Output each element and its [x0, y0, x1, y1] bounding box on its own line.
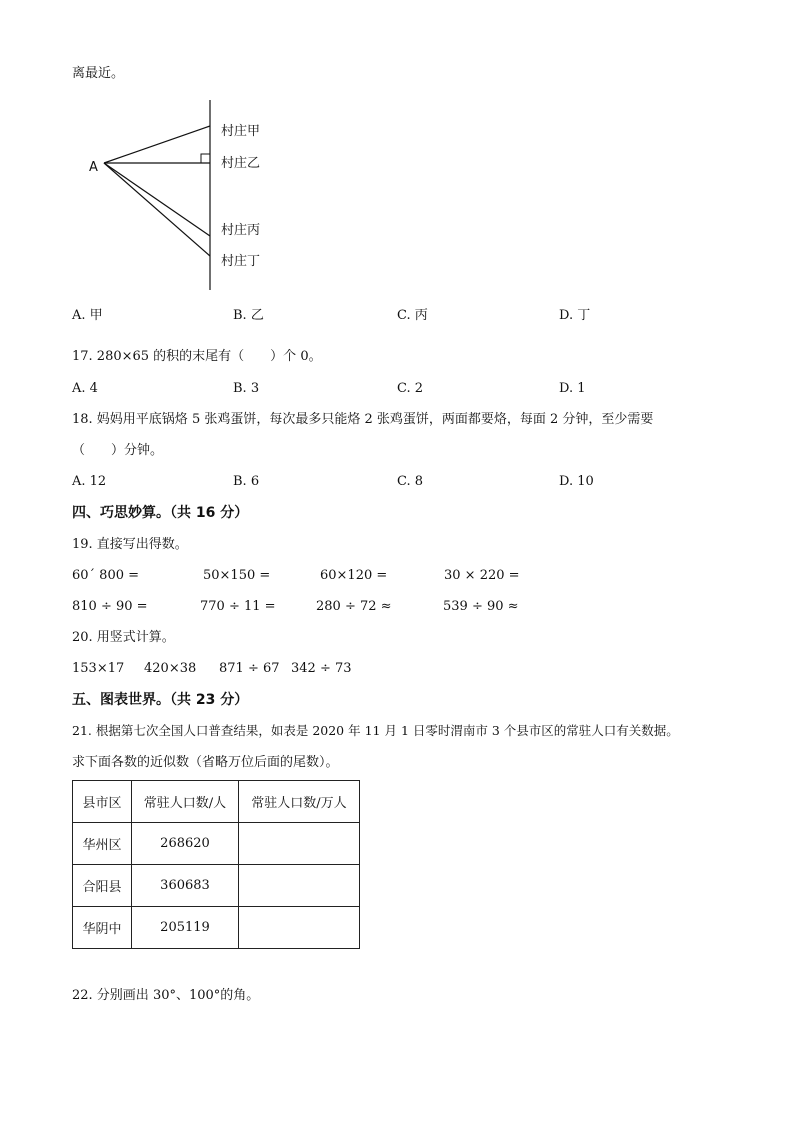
- q17-option-b[interactable]: B. 3: [233, 381, 260, 396]
- q19-item-6: 770 ÷ 11 =: [200, 599, 276, 614]
- q19-item-2: 50×150 =: [203, 568, 271, 583]
- q20-item-1: 153×17: [72, 661, 125, 676]
- cell-answer[interactable]: [239, 823, 360, 865]
- q16-option-d[interactable]: D. 丁: [559, 308, 591, 323]
- village-bing-label: 村庄丙: [221, 223, 261, 238]
- q18-option-d[interactable]: D. 10: [559, 474, 594, 489]
- q19-item-8: 539 ÷ 90 ≈: [443, 599, 519, 614]
- q16-option-c[interactable]: C. 丙: [397, 308, 428, 323]
- q19-item-4: 30 × 220 =: [444, 568, 520, 583]
- header-county: 县市区: [73, 781, 132, 823]
- village-diagram: [0, 0, 794, 300]
- right-angle-mark: [201, 154, 210, 163]
- q20-item-4: 342 ÷ 73: [291, 661, 352, 676]
- q21-line1: 21. 根据第七次全国人口普查结果，如表是 2020 年 11 月 1 日零时渭南市 3 个县市区的常驻人口有关数据。: [72, 723, 679, 738]
- table-row: [73, 865, 360, 907]
- q19-item-3: 60×120 =: [320, 568, 388, 583]
- line-a-ding: [104, 163, 210, 256]
- table-row: [73, 907, 360, 949]
- cell-answer[interactable]: [239, 907, 360, 949]
- q17-text: 17. 280×65 的积的末尾有（ ）个 0。: [72, 349, 322, 364]
- village-jia-label: 村庄甲: [221, 124, 261, 139]
- header-population-ten-thousand: 常驻人口数/万人: [239, 781, 360, 823]
- intro-text: 离最近。: [72, 66, 125, 81]
- village-ding-label: 村庄丁: [221, 254, 261, 269]
- q18-line1: 18. 妈妈用平底锅烙 5 张鸡蛋饼，每次最多只能烙 2 张鸡蛋饼，两面都要烙，每面 2 分钟，至少需要: [72, 412, 654, 427]
- q20-item-3: 871 ÷ 67: [219, 661, 280, 676]
- line-a-jia: [104, 126, 210, 163]
- q16-option-a[interactable]: A. 甲: [72, 308, 103, 323]
- village-yi-label: 村庄乙: [221, 156, 261, 171]
- q17-option-c[interactable]: C. 2: [397, 381, 424, 396]
- q19-title: 19. 直接写出得数。: [72, 537, 188, 552]
- q18-option-c[interactable]: C. 8: [397, 474, 424, 489]
- cell-county: 合阳县: [73, 865, 132, 907]
- q19-item-1: 60´ 800 =: [72, 568, 140, 583]
- q21-line2: 求下面各数的近似数（省略万位后面的尾数）。: [72, 755, 339, 770]
- q16-option-b[interactable]: B. 乙: [233, 308, 264, 323]
- line-a-bing: [104, 163, 210, 236]
- section-5-heading: 五、图表世界。（共 23 分）: [72, 692, 249, 708]
- point-a-label: A: [89, 160, 98, 175]
- cell-population: 268620: [132, 823, 239, 865]
- cell-population: 205119: [132, 907, 239, 949]
- q17-option-a[interactable]: A. 4: [72, 381, 98, 396]
- cell-population: 360683: [132, 865, 239, 907]
- cell-county: 华州区: [73, 823, 132, 865]
- section-4-heading: 四、巧思妙算。（共 16 分）: [72, 505, 249, 521]
- q19-item-7: 280 ÷ 72 ≈: [316, 599, 392, 614]
- cell-county: 华阴中: [73, 907, 132, 949]
- cell-answer[interactable]: [239, 865, 360, 907]
- q18-line2: （ ）分钟。: [72, 443, 164, 458]
- q22-text: 22. 分别画出 30°、100°的角。: [72, 988, 260, 1003]
- population-table: [72, 780, 360, 949]
- q18-option-b[interactable]: B. 6: [233, 474, 260, 489]
- q20-title: 20. 用竖式计算。: [72, 630, 175, 645]
- q20-item-2: 420×38: [144, 661, 197, 676]
- q19-item-5: 810 ÷ 90 =: [72, 599, 148, 614]
- q18-option-a[interactable]: A. 12: [72, 474, 107, 489]
- table-header-row: [73, 781, 360, 823]
- q17-option-d[interactable]: D. 1: [559, 381, 586, 396]
- header-population-persons: 常驻人口数/人: [132, 781, 239, 823]
- table-row: [73, 823, 360, 865]
